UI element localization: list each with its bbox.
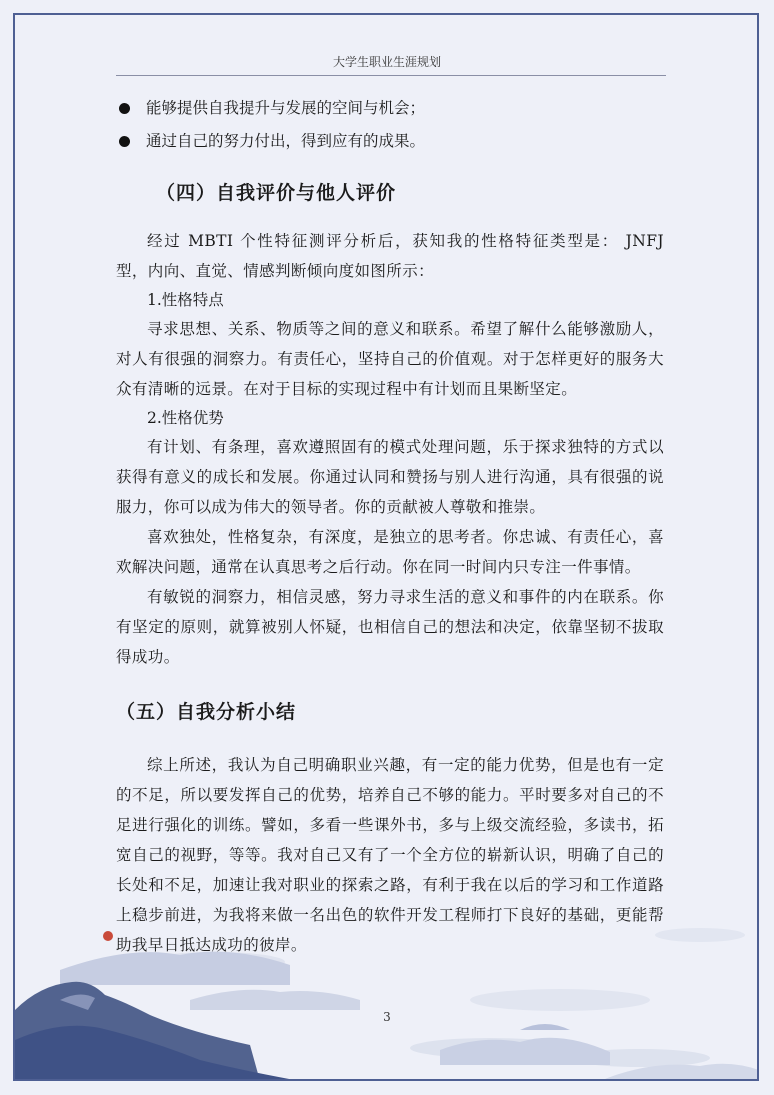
subheading-traits: 1.性格特点 [147,291,224,309]
section4-intro: 经过 MBTI 个性特征测评分析后，获知我的性格特征类型是： JNFJ 型，内向、直觉、情感判断倾向度如图所示： [116,232,664,280]
strengths-paragraph: 有计划、有条理，喜欢遵照固有的模式处理问题，乐于探求独特的方式以获得有意义的成长和发展。你通过认同和赞扬与别人进行沟通，具有很强的说服力，你可以成为伟大的领导者。你的贡献被人尊敬和推崇。 [116,438,664,516]
strengths-paragraph: 喜欢独处，性格复杂，有深度，是独立的思考者。你忠诚、有责任心，喜欢解决问题，通常在认真思考之后行动。你在同一时间内只专注一件事情。 [116,528,664,576]
bullet-text: 通过自己的努力付出，得到应有的成果。 [146,132,426,150]
bullet-item [116,125,664,158]
bullet-dot-icon [119,103,130,114]
bullet-text: 能够提供自我提升与发展的空间与机会； [146,99,426,117]
subheading-strengths: 2.性格优势 [147,409,224,427]
strengths-paragraph: 有敏锐的洞察力，相信灵感，努力寻求生活的意义和事件的内在联系。你有坚定的原则，就算被别人怀疑，也相信自己的想法和决定，依靠坚韧不拔取得成功。 [116,588,664,666]
section-heading-4: （四）自我评价与他人评价 [156,182,397,204]
section-heading-5: （五）自我分析小结 [116,701,297,723]
page-header: 大学生职业生涯规划 [332,55,441,69]
bullet-dot-icon [119,136,130,147]
page-number: 3 [383,1010,391,1024]
summary-paragraph: 综上所述，我认为自己明确职业兴趣，有一定的能力优势，但是也有一定的不足，所以要发挥自己的优势，培养自己不够的能力。平时要多对自己的不足进行强化的训练。譬如，多看一些课外书，多与上级交流经验，多读书，拓宽自己的视野，等等。我对自己又有了一个全方位的崭新认识，明确了自己的长处和不足，加速让我对职业的探索之路，有利于我在以后的学习和工作道路上稳步前进，为我将来做一名出色的软件开发工程师打下良好的基础，更能帮助我早日抵达成功的彼岸。 [116,756,664,954]
bullet-item [116,92,664,125]
header-rule [116,75,666,76]
traits-paragraph: 寻求思想、关系、物质等之间的意义和联系。希望了解什么能够激励人，对人有很强的洞察力。有责任心，坚持自己的价值观。对于怎样更好的服务大众有清晰的远景。在对于目标的实现过程中有计划而且果断坚定。 [116,320,664,398]
page-content [116,92,664,960]
